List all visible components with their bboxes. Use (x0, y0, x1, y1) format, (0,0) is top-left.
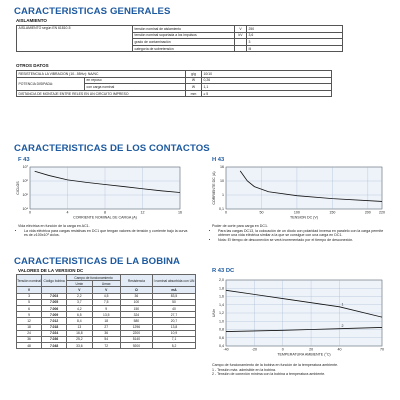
chart-f43 (10, 163, 190, 223)
y-tick-label: 0,6 (219, 335, 224, 340)
x-axis-label: CORRIENTE NOMINAL DE CARGA (A) (73, 215, 137, 220)
x-tick-label: 70 (380, 347, 384, 352)
power-rest-value: 0,26 (202, 77, 332, 84)
y-tick-label: 1,2 (219, 311, 224, 316)
coil-cell: 3 (17, 293, 42, 299)
plot-area (226, 167, 382, 209)
x-tick-label: 0 (281, 347, 284, 352)
chart-h43-plot (212, 165, 385, 219)
coil-cell: 25,2 (67, 336, 93, 342)
chart-r43-plot (212, 278, 384, 356)
coil-cell: 33,6 (67, 343, 93, 349)
y-tick-label: 1 (222, 193, 224, 198)
insulation-row-unit (235, 39, 247, 46)
x-axis-label: TENSION DC (V) (290, 215, 318, 220)
x-tick-label: 8 (104, 210, 106, 215)
distance-value: ≥ 5 (202, 90, 332, 97)
power-load-unit: W (186, 84, 202, 91)
power-load-label: con carga nominal (85, 84, 186, 91)
insulation-row-label: grado de contaminación (133, 39, 235, 46)
coil-cell: 7.006 (42, 305, 67, 311)
x-tick-label: 200 (364, 210, 371, 215)
y-tick-label: 16 (220, 165, 224, 170)
coil-cell: 18 (92, 318, 120, 324)
coil-cell: 150 (120, 305, 152, 311)
contacts-right-note: • Nota: El tiempo de desconexión se verá incrementado por el tiempo de desconexión. (218, 238, 390, 243)
chart-f43-plot (16, 165, 182, 219)
coil-header: Campo de funcionamiento (67, 275, 121, 281)
coil-cell: 54 (92, 336, 120, 342)
vibration-unit: g/g (186, 71, 202, 78)
power-label: POTENCIA DISIPADA: (17, 77, 85, 90)
coil-cell: 6,5 (67, 312, 93, 318)
coil-cell: 40 (153, 305, 196, 311)
coil-cell: 5,2 (153, 343, 196, 349)
x-tick-label: -40 (223, 347, 229, 352)
coil-cell: 6 (17, 305, 42, 311)
coil-cell: 3,7 (67, 299, 93, 305)
y-tick-label: 2,0 (219, 278, 224, 283)
x-tick-label: 40 (337, 347, 342, 352)
x-tick-label: 220 (379, 210, 385, 215)
y-axis-label: U/Un (212, 308, 216, 318)
y-tick-label: 10⁵ (22, 193, 28, 198)
series-label: 2 (341, 324, 344, 329)
coil-cell: 50 (153, 299, 196, 305)
coil-cell: 7.005 (42, 299, 67, 305)
insulation-row-unit: kV (235, 32, 247, 39)
chart-h43 (204, 163, 390, 223)
x-tick-label: -20 (251, 347, 257, 352)
coil-cell: 20,7 (153, 318, 196, 324)
insulation-row-value: 3,6 (247, 32, 343, 39)
coil-cell: 7.036 (42, 336, 67, 342)
insulation-row-label: categoría de sobretensión (133, 45, 235, 52)
coil-cell: 8,4 (67, 318, 93, 324)
coil-cell: 48 (17, 343, 42, 349)
insulation-row-label: tensión nominal de aislamiento (133, 26, 235, 33)
chart-r43 (204, 276, 390, 362)
contacts-note: Vida eléctrica en función de la carga en AC1. (18, 224, 90, 228)
vibration-value: 10/10 (202, 71, 332, 78)
coil-notes (212, 363, 392, 377)
coil-cell: 24 (17, 330, 42, 336)
x-tick-label: 150 (329, 210, 336, 215)
other-heading: OTROS DATOS (16, 63, 49, 68)
coil-cell: 9 (17, 312, 42, 318)
contacts-right-notes (212, 224, 390, 242)
x-tick-label: 50 (259, 210, 264, 215)
coil-cell: 4,2 (67, 305, 93, 311)
coil-cell: 36 (17, 336, 42, 342)
y-tick-label: 0,1 (219, 207, 224, 212)
coil-cell: 27 (92, 324, 120, 330)
contacts-title: CARACTERISTICAS DE LOS CONTACTOS (14, 143, 210, 154)
contacts-notes (18, 224, 188, 238)
chart-label-r43: R 43 DC (212, 268, 235, 274)
coil-unit: V (17, 287, 42, 293)
coil-cell: 13,8 (153, 324, 196, 330)
y-tick-label: 0,4 (219, 344, 224, 349)
y-tick-label: 1,8 (219, 286, 224, 291)
coil-unit: Ω (120, 287, 152, 293)
chart-label-f43: F 43 (18, 157, 30, 163)
insulation-spec: AISLAMIENTO según EN 61810-5 (17, 26, 133, 52)
coil-unit: mA (153, 287, 196, 293)
coil-cell: 16,8 (67, 330, 93, 336)
series-label: 1 (341, 302, 344, 307)
y-tick-label: 10⁶ (22, 179, 28, 184)
coil-note: 2 - Tensión de conexión mínima con la bobina a temperatura ambiente. (212, 372, 326, 377)
coil-cell: 7.012 (42, 318, 67, 324)
coil-cell: 7.024 (42, 330, 67, 336)
y-axis-label: CORRIENTE DC (A) (212, 171, 216, 205)
insulation-row-label: tensión nominal soportada a los impulsos (133, 32, 235, 39)
coil-cell: 36 (92, 330, 120, 336)
coil-cell: 10,9 (153, 330, 196, 336)
y-tick-label: 1,0 (219, 319, 224, 324)
coil-unit: V (67, 287, 93, 293)
coil-table (16, 274, 196, 349)
coil-cell: 13 (67, 324, 93, 330)
x-tick-label: 0 (29, 210, 31, 215)
coil-cell: 324 (120, 312, 152, 318)
x-tick-label: 12 (140, 210, 145, 215)
coil-title: CARACTERISTICAS DE LA BOBINA (14, 256, 181, 267)
coil-header: Tensión nominal (17, 275, 42, 287)
coil-header: I nominal absorbida con UN (153, 275, 196, 287)
chart-label-h43: H 43 (212, 157, 225, 163)
coil-cell: 18 (17, 324, 42, 330)
coil-cell: 580 (120, 318, 152, 324)
coil-cell: 1296 (120, 324, 152, 330)
power-rest-unit: W (186, 77, 202, 84)
insulation-table (16, 25, 343, 52)
coil-cell: 2200 (120, 330, 152, 336)
coil-cell: 100 (120, 299, 152, 305)
y-axis-label: CICLOS (16, 181, 20, 195)
insulation-row-value: 3 (247, 39, 343, 46)
y-tick-label: 10⁷ (22, 165, 28, 170)
coil-cell: 13,5 (92, 312, 120, 318)
other-table (16, 70, 332, 97)
coil-cell: 4,5 (92, 293, 120, 299)
x-tick-label: 4 (66, 210, 69, 215)
insulation-row-unit: V (235, 26, 247, 33)
coil-subheader: Umax (92, 281, 120, 287)
coil-note: 1 - Tensión máx. admisible en la bobina. (212, 367, 277, 372)
x-tick-label: 0 (225, 210, 227, 215)
y-tick-label: 10 (220, 179, 224, 184)
coil-cell: 9200 (120, 343, 152, 349)
contacts-note: • La vida eléctrica para cargas resistivas en DC1 que tengan valores de tensión y corriente bajo la curva es de ≥100x10³ ciclos. (24, 229, 188, 238)
power-load-value: 1,1 (202, 84, 332, 91)
vibration-label: RESISTENCIA A LA VIBRACION (10...55Hz): NA/NC (17, 71, 186, 78)
coil-cell: 7.048 (42, 343, 67, 349)
coil-subheader: Umin (67, 281, 93, 287)
coil-cell: 7.009 (42, 312, 67, 318)
y-tick-label: 1,4 (219, 302, 224, 307)
coil-values-heading: VALORES DE LA VERSION DC (18, 268, 84, 273)
x-tick-label: 100 (293, 210, 300, 215)
distance-unit: mm (186, 90, 202, 97)
distance-label: DISTANCIA DE MONTAJE ENTRE RELES EN UN CIRCUITO IMPRESO (17, 90, 186, 97)
x-tick-label: 20 (309, 347, 314, 352)
y-tick-label: 0,8 (219, 327, 224, 332)
coil-cell: 83,5 (153, 293, 196, 299)
coil-cell: 9 (92, 305, 120, 311)
coil-cell: 2,2 (67, 293, 93, 299)
coil-cell: 5 (17, 299, 42, 305)
coil-row (17, 343, 196, 349)
contacts-right-note: Poder de corte para carga en DC1. (212, 224, 268, 228)
coil-cell: 5140 (120, 336, 152, 342)
insulation-row-value: III (247, 45, 343, 52)
coil-cell: 7,1 (153, 336, 196, 342)
coil-cell: 36 (120, 293, 152, 299)
insulation-row-unit (235, 45, 247, 52)
y-tick-label: 1,6 (219, 294, 224, 299)
coil-notes-intro: Campo de funcionamiento de la bobina en función de la temperatura ambiente. (212, 363, 339, 367)
x-axis-label: TEMPERATURA AMBIENTE (°C) (277, 352, 331, 357)
insulation-heading: AISLAMIENTO (16, 18, 47, 23)
general-title: CARACTERISTICAS GENERALES (14, 6, 171, 17)
coil-cell: 12 (17, 318, 42, 324)
power-rest-label: en reposo (85, 77, 186, 84)
coil-cell: 7.003 (42, 293, 67, 299)
contacts-right-note: • Para las cargas DC13, la colocación de un diodo con polaridad inversa en paralelo con la carga permite obtener una vida eléctrica similar a la que se consigue con una carga en DC1. (218, 229, 390, 238)
coil-header: Resistencia (120, 275, 152, 287)
coil-cell: 7.018 (42, 324, 67, 330)
coil-cell: 27,7 (153, 312, 196, 318)
coil-unit: V (92, 287, 120, 293)
y-tick-label: 10⁴ (22, 207, 28, 212)
x-tick-label: 16 (178, 210, 182, 215)
coil-header: Código bobina (42, 275, 67, 287)
insulation-row-value: 250 (247, 26, 343, 33)
coil-cell: 7,5 (92, 299, 120, 305)
coil-cell: 72 (92, 343, 120, 349)
